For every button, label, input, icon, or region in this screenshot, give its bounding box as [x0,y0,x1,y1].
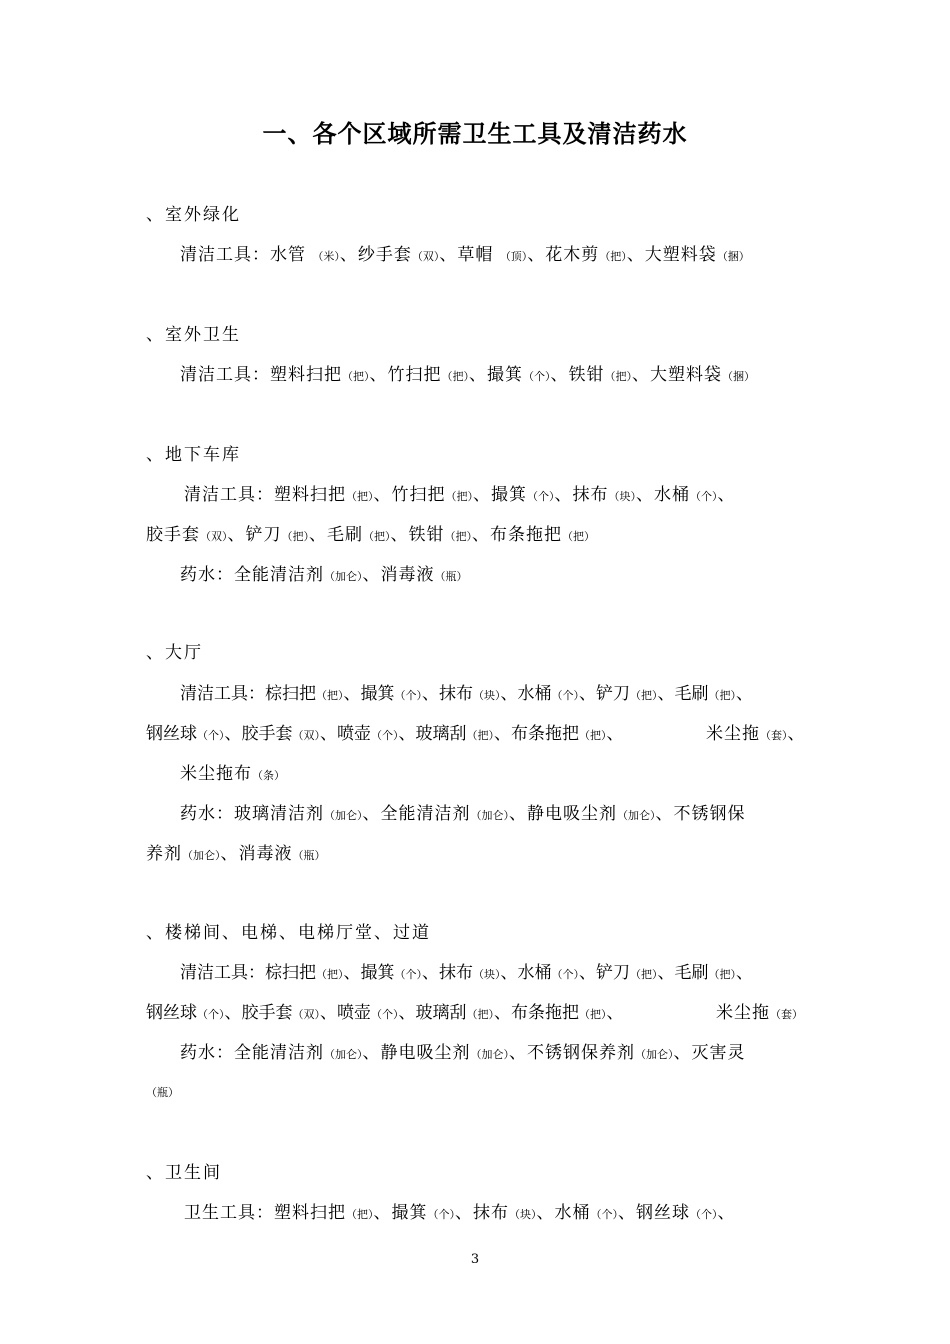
text-line: 养剂（加仑）、消毒液（瓶） [146,844,326,864]
unit-annotation: （加仑） [470,809,509,822]
unit-annotation: （把） [466,729,494,742]
unit-annotation: （把） [604,370,632,383]
unit-annotation: （块） [473,689,501,702]
text-line: 钢丝球（个）、胶手套（双）、喷壶（个）、玻璃刮（把）、布条拖把（把）、 [146,1003,624,1023]
unit-annotation: （个） [394,968,422,981]
unit-annotation: （把） [316,689,344,702]
unit-annotation: （条） [252,769,285,782]
unit-annotation: （加仑） [635,1048,674,1061]
page-title: 一、各个区域所需卫生工具及清洁药水 [262,120,688,148]
unit-annotation: （个） [197,729,225,742]
section-heading-outdoor-greening: 、室外绿化 [146,205,241,225]
unit-annotation: （双） [411,250,440,263]
unit-annotation: （把） [445,490,473,503]
text-line: 米尘拖（套） [716,1003,803,1023]
unit-annotation: （把） [630,968,658,981]
text-line: 钢丝球（个）、胶手套（双）、喷壶（个）、玻璃刮（把）、布条拖把（把）、 [146,724,624,744]
unit-annotation: （个） [394,689,422,702]
unit-annotation: （把） [708,689,736,702]
text-line: 药水：玻璃清洁剂（加仑）、全能清洁剂（加仑）、静电吸尘剂（加仑）、不锈钢保 [180,804,746,824]
unit-annotation: （把） [562,530,595,543]
unit-annotation: （把） [316,968,344,981]
unit-annotation: （把） [466,1008,494,1021]
unit-annotation: （瓶） [292,849,326,862]
section-heading-outdoor-sanitation: 、室外卫生 [146,325,241,345]
unit-annotation: （加仑） [182,849,221,862]
unit-annotation: （把） [579,1008,607,1021]
unit-annotation: （个） [371,729,399,742]
unit-annotation: （把） [444,530,472,543]
text-line: 清洁工具：棕扫把（把）、撮箕（个）、抹布（块）、水桶（个）、铲刀（把）、毛刷（把）、 [180,963,753,983]
unit-annotation: （把） [599,250,627,263]
unit-annotation: （把） [346,1208,374,1221]
unit-annotation: （捆） [716,250,750,263]
unit-annotation: （把） [363,530,391,543]
unit-annotation: （双） [200,530,228,543]
unit-annotation: （加仑） [470,1048,509,1061]
unit-annotation: （个） [371,1008,399,1021]
text-line: 药水：全能清洁剂（加仑）、消毒液（瓶） [180,565,468,585]
text-line: 清洁工具：塑料扫把（把）、竹扫把（把）、撮箕（个）、铁钳（把）、大塑料袋（捆） [180,365,755,385]
unit-annotation: （捆） [722,370,755,383]
unit-annotation: （个） [690,490,718,503]
section-heading-underground-garage: 、地下车库 [146,445,241,465]
text-line: 清洁工具：棕扫把（把）、撮箕（个）、抹布（块）、水桶（个）、铲刀（把）、毛刷（把）、 [180,684,753,704]
unit-annotation: （块） [509,1208,537,1221]
unit-annotation: （个） [690,1208,718,1221]
text-line: 药水：全能清洁剂（加仑）、静电吸尘剂（加仑）、不锈钢保养剂（加仑）、灭害灵 [180,1043,746,1063]
unit-annotation: （把） [630,689,658,702]
unit-annotation: （把） [281,530,309,543]
unit-annotation: （加仑） [324,1048,363,1061]
unit-annotation: （个） [551,968,579,981]
text-line: 米尘拖（套）、 [706,724,806,744]
unit-annotation: （个） [590,1208,618,1221]
unit-annotation: （个） [551,689,579,702]
section-heading-lobby: 、大厅 [146,643,203,663]
unit-annotation: （顶） [499,250,528,263]
unit-annotation: （块） [608,490,636,503]
section-heading-stairwell-elevator: 、楼梯间、电梯、电梯厅堂、过道 [146,923,431,943]
text-line: 清洁工具：塑料扫把（把）、竹扫把（把）、撮箕（个）、抹布（块）、水桶（个）、 [184,485,736,505]
unit-annotation: （把） [342,370,370,383]
unit-annotation: （个） [427,1208,455,1221]
unit-annotation: （套） [760,729,788,742]
unit-annotation: （块） [473,968,501,981]
unit-annotation: （套） [770,1008,803,1021]
unit-annotation: （个） [527,490,555,503]
unit-annotation: （把） [346,490,374,503]
unit-annotation: （个） [197,1008,225,1021]
unit-annotation: （把） [708,968,736,981]
text-line: （瓶） [146,1086,179,1099]
text-line: 清洁工具：水管 （米）、纱手套（双）、草帽 （顶）、花木剪（把）、大塑料袋（捆） [180,245,750,265]
unit-annotation: （加仑） [324,809,363,822]
unit-annotation: （瓶） [434,570,468,583]
unit-annotation: （个） [523,370,551,383]
unit-annotation: （米） [312,250,340,263]
section-heading-restroom: 、卫生间 [146,1163,222,1183]
unit-annotation: （把） [579,729,607,742]
unit-annotation: （把） [441,370,469,383]
unit-annotation: （加仑） [617,809,656,822]
text-line: 胶手套（双）、铲刀（把）、毛刷（把）、铁钳（把）、布条拖把（把） [146,525,595,545]
unit-annotation: （加仑） [324,570,363,583]
unit-annotation: （双） [292,729,320,742]
text-line: 卫生工具：塑料扫把（把）、撮箕（个）、抹布（块）、水桶（个）、钢丝球（个）、 [184,1203,736,1223]
text-line: 米尘拖布（条） [180,764,285,784]
page-number: 3 [470,1252,480,1267]
unit-annotation: （双） [292,1008,320,1021]
